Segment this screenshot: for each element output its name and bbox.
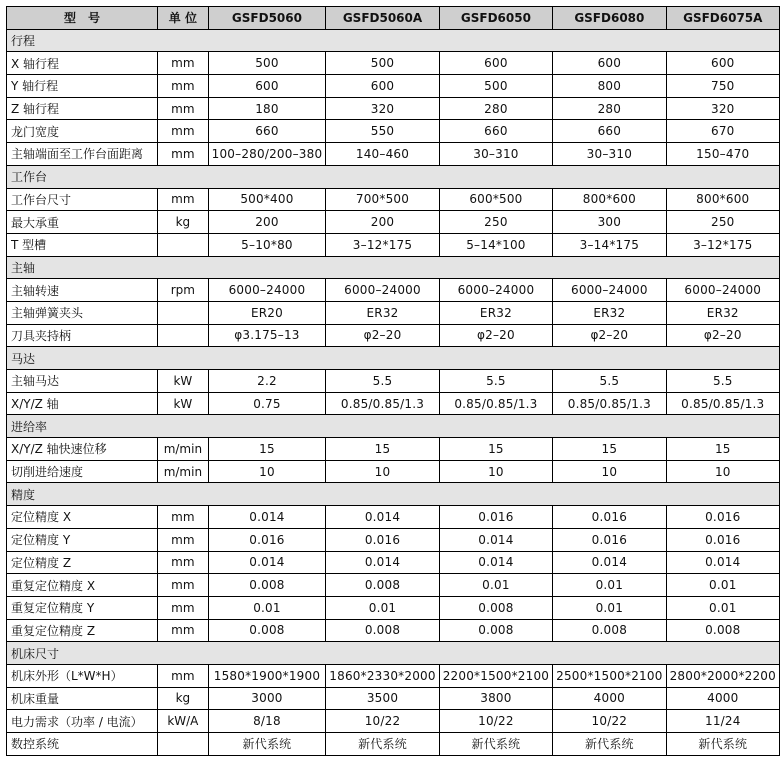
row-label: 主轴弹簧夹头 (7, 301, 158, 324)
row-unit (158, 233, 209, 256)
row-label: 主轴端面至工作台面距离 (7, 143, 158, 166)
table-row (7, 301, 780, 324)
section-row (7, 256, 780, 279)
spec-value: 10 (208, 460, 326, 483)
spec-value: 0.008 (439, 619, 552, 642)
section-title: 精度 (7, 483, 780, 506)
row-label: 重复定位精度 X (7, 574, 158, 597)
spec-value: 2500*1500*2100 (553, 664, 666, 687)
table-row (7, 710, 780, 733)
spec-value: 30–310 (439, 143, 552, 166)
spec-value: 15 (553, 438, 666, 461)
row-unit: mm (158, 52, 209, 75)
spec-value: ER32 (439, 301, 552, 324)
section-row (7, 29, 780, 52)
table-row (7, 97, 780, 120)
spec-value: 800 (553, 75, 666, 98)
row-label: 主轴马达 (7, 370, 158, 393)
spec-value: 0.01 (553, 596, 666, 619)
spec-value: 0.014 (326, 551, 439, 574)
row-unit: mm (158, 619, 209, 642)
spec-value: 6000–24000 (208, 279, 326, 302)
spec-value: 5–14*100 (439, 233, 552, 256)
row-label: 重复定位精度 Z (7, 619, 158, 642)
spec-value: 0.008 (439, 596, 552, 619)
table-row (7, 233, 780, 256)
row-label: 主轴转速 (7, 279, 158, 302)
row-label: X/Y/Z 轴快速位移 (7, 438, 158, 461)
spec-value: 新代系统 (439, 733, 552, 756)
spec-value: 0.85/0.85/1.3 (326, 392, 439, 415)
row-label: X 轴行程 (7, 52, 158, 75)
table-row (7, 324, 780, 347)
spec-body (7, 29, 780, 755)
section-title: 工作台 (7, 165, 780, 188)
row-unit: kg (158, 687, 209, 710)
spec-value: 5.5 (326, 370, 439, 393)
row-label: 重复定位精度 Y (7, 596, 158, 619)
spec-value: 0.01 (208, 596, 326, 619)
table-row (7, 143, 780, 166)
spec-value: 3000 (208, 687, 326, 710)
spec-value: 0.016 (553, 528, 666, 551)
spec-value: 800*600 (553, 188, 666, 211)
row-unit: mm (158, 528, 209, 551)
row-unit: mm (158, 188, 209, 211)
table-row (7, 619, 780, 642)
header-model-name: GSFD6075A (666, 7, 779, 30)
row-unit: mm (158, 143, 209, 166)
spec-value: 0.014 (208, 551, 326, 574)
row-label: 龙门宽度 (7, 120, 158, 143)
spec-value: 1580*1900*1900 (208, 664, 326, 687)
spec-value: 3–12*175 (666, 233, 779, 256)
row-unit: mm (158, 120, 209, 143)
section-row (7, 347, 780, 370)
spec-value: 3–12*175 (326, 233, 439, 256)
spec-value: 10 (326, 460, 439, 483)
spec-value: 0.016 (553, 506, 666, 529)
spec-value: 10 (439, 460, 552, 483)
spec-value: 15 (326, 438, 439, 461)
spec-value: 5–10*80 (208, 233, 326, 256)
spec-value: φ2–20 (553, 324, 666, 347)
header-model-name: GSFD5060A (326, 7, 439, 30)
spec-value: 新代系统 (208, 733, 326, 756)
table-row (7, 438, 780, 461)
spec-value: 0.75 (208, 392, 326, 415)
spec-value: 0.85/0.85/1.3 (553, 392, 666, 415)
spec-value: φ2–20 (439, 324, 552, 347)
spec-value: 4000 (666, 687, 779, 710)
spec-value: 11/24 (666, 710, 779, 733)
spec-value: 15 (666, 438, 779, 461)
spec-value: 150–470 (666, 143, 779, 166)
spec-value: 0.014 (439, 528, 552, 551)
spec-value: 700*500 (326, 188, 439, 211)
row-label: 定位精度 Y (7, 528, 158, 551)
table-row (7, 687, 780, 710)
spec-value: 600 (439, 52, 552, 75)
spec-table (6, 6, 780, 756)
spec-value: 660 (553, 120, 666, 143)
spec-value: 10/22 (553, 710, 666, 733)
row-unit: kW (158, 370, 209, 393)
spec-value: 250 (666, 211, 779, 234)
section-row (7, 415, 780, 438)
section-title: 进给率 (7, 415, 780, 438)
row-unit (158, 733, 209, 756)
spec-value: ER32 (553, 301, 666, 324)
row-unit: kW/A (158, 710, 209, 733)
header-model: 型 号 (7, 7, 158, 30)
spec-value: 30–310 (553, 143, 666, 166)
spec-value: 0.014 (666, 551, 779, 574)
table-row (7, 75, 780, 98)
spec-value: 100–280/200–380 (208, 143, 326, 166)
spec-value: 0.01 (326, 596, 439, 619)
section-row (7, 642, 780, 665)
spec-value: 600 (666, 52, 779, 75)
table-row (7, 370, 780, 393)
spec-value: 10/22 (439, 710, 552, 733)
spec-value: 0.014 (553, 551, 666, 574)
section-title: 马达 (7, 347, 780, 370)
spec-value: 320 (666, 97, 779, 120)
table-row (7, 460, 780, 483)
row-unit (158, 324, 209, 347)
spec-value: 500 (326, 52, 439, 75)
spec-value: 6000–24000 (553, 279, 666, 302)
row-unit: mm (158, 596, 209, 619)
table-row (7, 551, 780, 574)
row-label: Y 轴行程 (7, 75, 158, 98)
spec-value: 3500 (326, 687, 439, 710)
header-model-name: GSFD5060 (208, 7, 326, 30)
row-label: Z 轴行程 (7, 97, 158, 120)
spec-value: 0.008 (666, 619, 779, 642)
spec-value: 600 (208, 75, 326, 98)
section-row (7, 165, 780, 188)
table-row (7, 596, 780, 619)
spec-value: 0.85/0.85/1.3 (439, 392, 552, 415)
row-label: X/Y/Z 轴 (7, 392, 158, 415)
row-label: 定位精度 Z (7, 551, 158, 574)
row-unit: mm (158, 75, 209, 98)
table-row (7, 392, 780, 415)
table-row (7, 733, 780, 756)
spec-value: 800*600 (666, 188, 779, 211)
spec-value: 660 (208, 120, 326, 143)
spec-value: 3800 (439, 687, 552, 710)
spec-value: 670 (666, 120, 779, 143)
table-row (7, 188, 780, 211)
spec-value: 新代系统 (666, 733, 779, 756)
header-model-name: GSFD6080 (553, 7, 666, 30)
spec-value: 500 (208, 52, 326, 75)
spec-value: 0.016 (439, 506, 552, 529)
header-model-name: GSFD6050 (439, 7, 552, 30)
row-label: 电力需求（功率 / 电流） (7, 710, 158, 733)
row-label: 数控系统 (7, 733, 158, 756)
section-row (7, 483, 780, 506)
spec-value: 0.014 (439, 551, 552, 574)
spec-value: φ2–20 (666, 324, 779, 347)
spec-value: ER32 (666, 301, 779, 324)
row-unit: mm (158, 551, 209, 574)
spec-value: 140–460 (326, 143, 439, 166)
header-row (7, 7, 780, 30)
row-unit: rpm (158, 279, 209, 302)
spec-value: 新代系统 (553, 733, 666, 756)
spec-value: 0.014 (326, 506, 439, 529)
spec-value: 6000–24000 (666, 279, 779, 302)
row-unit: kg (158, 211, 209, 234)
header-unit: 单 位 (158, 7, 209, 30)
row-unit: mm (158, 97, 209, 120)
spec-value: 0.008 (553, 619, 666, 642)
spec-value: 2.2 (208, 370, 326, 393)
spec-value: 0.016 (666, 528, 779, 551)
spec-value: 0.014 (208, 506, 326, 529)
spec-value: 1860*2330*2000 (326, 664, 439, 687)
spec-value: 3–14*175 (553, 233, 666, 256)
table-row (7, 52, 780, 75)
spec-value: 200 (326, 211, 439, 234)
row-unit: kW (158, 392, 209, 415)
spec-value: 5.5 (439, 370, 552, 393)
spec-value: 750 (666, 75, 779, 98)
table-row (7, 120, 780, 143)
spec-value: 280 (553, 97, 666, 120)
row-unit (158, 301, 209, 324)
section-title: 主轴 (7, 256, 780, 279)
table-row (7, 574, 780, 597)
spec-value: 0.01 (553, 574, 666, 597)
spec-value: 6000–24000 (326, 279, 439, 302)
spec-value: 6000–24000 (439, 279, 552, 302)
row-label: 定位精度 X (7, 506, 158, 529)
spec-value: 500*400 (208, 188, 326, 211)
spec-value: 0.008 (326, 619, 439, 642)
spec-value: 5.5 (666, 370, 779, 393)
spec-value: 200 (208, 211, 326, 234)
spec-value: 0.01 (439, 574, 552, 597)
table-row (7, 506, 780, 529)
table-row (7, 528, 780, 551)
spec-value: 2800*2000*2200 (666, 664, 779, 687)
table-row (7, 211, 780, 234)
table-row (7, 664, 780, 687)
spec-value: 0.008 (326, 574, 439, 597)
spec-value: 0.01 (666, 596, 779, 619)
spec-value: 10 (666, 460, 779, 483)
spec-value: 8/18 (208, 710, 326, 733)
spec-value: 15 (208, 438, 326, 461)
row-unit: mm (158, 506, 209, 529)
spec-value: 250 (439, 211, 552, 234)
row-label: 工作台尺寸 (7, 188, 158, 211)
spec-value: 10 (553, 460, 666, 483)
spec-value: 600 (553, 52, 666, 75)
row-unit: mm (158, 574, 209, 597)
spec-value: 0.85/0.85/1.3 (666, 392, 779, 415)
spec-value: 0.008 (208, 619, 326, 642)
spec-value: φ2–20 (326, 324, 439, 347)
spec-value: 300 (553, 211, 666, 234)
row-unit: m/min (158, 438, 209, 461)
spec-value: 600 (326, 75, 439, 98)
spec-value: 0.01 (666, 574, 779, 597)
spec-value: 280 (439, 97, 552, 120)
spec-value: 4000 (553, 687, 666, 710)
spec-value: 0.016 (208, 528, 326, 551)
spec-value: 500 (439, 75, 552, 98)
spec-value: ER32 (326, 301, 439, 324)
spec-value: 550 (326, 120, 439, 143)
row-label: 刀具夹持柄 (7, 324, 158, 347)
row-label: 切削进给速度 (7, 460, 158, 483)
section-title: 行程 (7, 29, 780, 52)
spec-value: 320 (326, 97, 439, 120)
spec-value: 新代系统 (326, 733, 439, 756)
section-title: 机床尺寸 (7, 642, 780, 665)
spec-value: 660 (439, 120, 552, 143)
spec-value: 0.008 (208, 574, 326, 597)
spec-value: 10/22 (326, 710, 439, 733)
row-label: T 型槽 (7, 233, 158, 256)
spec-value: ER20 (208, 301, 326, 324)
table-row (7, 279, 780, 302)
row-label: 机床外形（L*W*H） (7, 664, 158, 687)
spec-value: φ3.175–13 (208, 324, 326, 347)
row-label: 最大承重 (7, 211, 158, 234)
spec-value: 0.016 (666, 506, 779, 529)
spec-value: 0.016 (326, 528, 439, 551)
spec-value: 2200*1500*2100 (439, 664, 552, 687)
row-unit: m/min (158, 460, 209, 483)
spec-value: 15 (439, 438, 552, 461)
spec-value: 5.5 (553, 370, 666, 393)
spec-value: 180 (208, 97, 326, 120)
row-label: 机床重量 (7, 687, 158, 710)
row-unit: mm (158, 664, 209, 687)
spec-value: 600*500 (439, 188, 552, 211)
